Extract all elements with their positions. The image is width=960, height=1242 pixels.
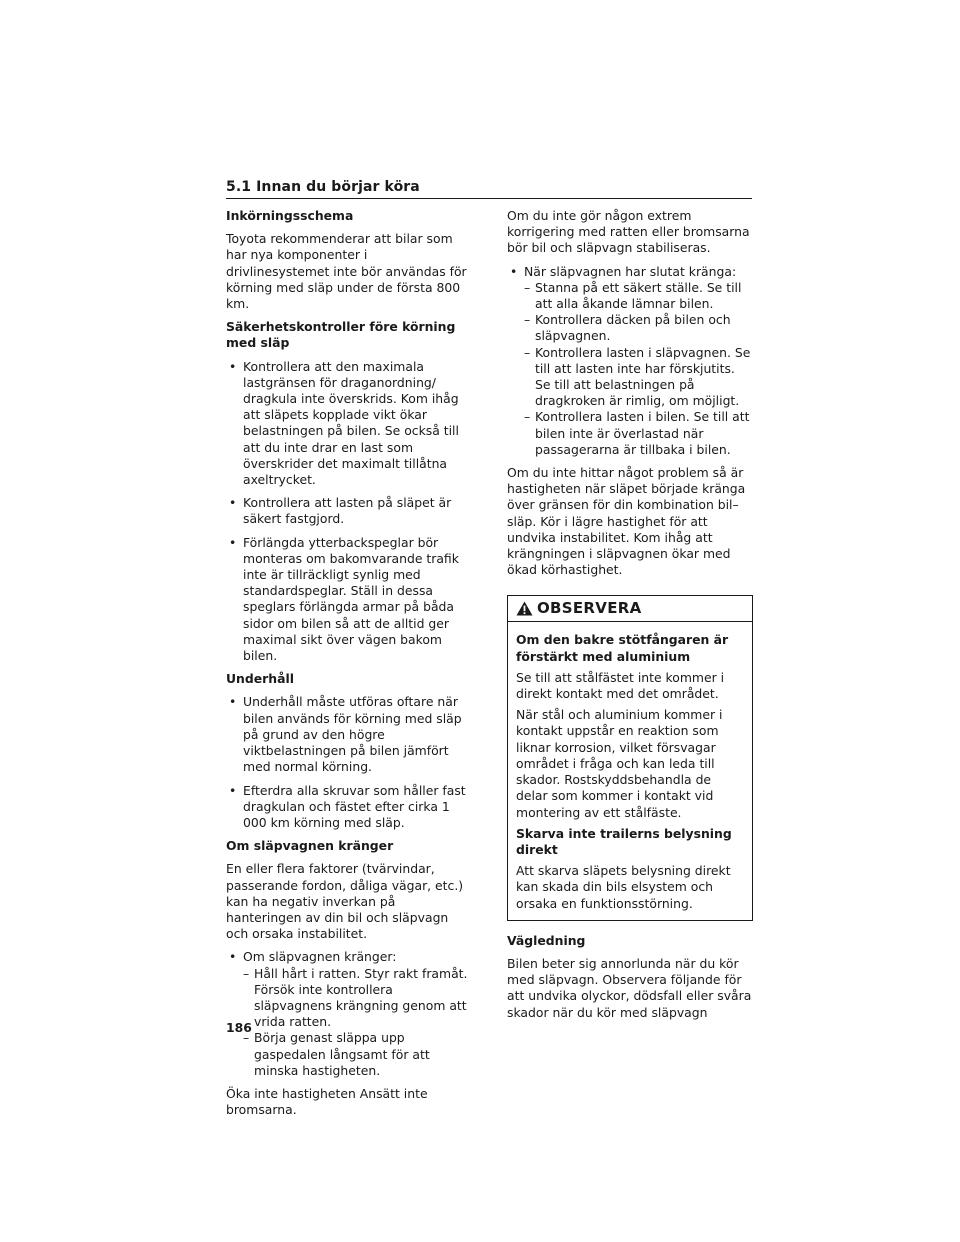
inkorning-heading: Inkörningsschema (226, 208, 354, 223)
kranger-list (226, 949, 470, 1079)
kranger-paragraph: En eller flera faktorer (tvärvindar, passerande fordon, dåliga vägar, etc.) kan ha negativ inverkan på hanteringen av din bil och släpvagn och orsaka instabilitet. (226, 861, 464, 942)
notice-label: OBSERVERA (537, 599, 642, 618)
notice-body (508, 622, 752, 919)
list-item: • Underhåll måste utföras oftare när bilen används för körning med släp på grund av den högre viktbelastningen på bilen jämfört med normal körning. (226, 694, 470, 775)
slutat-bullet-text: När släpvagnen har slutat kränga: (524, 263, 737, 279)
list-item: • Kontrollera att lasten på släpet är säkert fastgjord. (226, 495, 470, 527)
notice-box (507, 595, 753, 920)
notice-paragraph: Se till att stålfästet inte kommer i direkt kontakt med det området. (516, 669, 725, 702)
underhall-list (226, 694, 470, 831)
notice-paragraph: När stål och aluminium kommer i kontakt uppstår en reaktion som liknar korrosion, vilket försvagar området i fråga och kan leda till skador. Rostskyddsbehandla de delar som kommer i kontakt vid montering av ett stålfäste. (516, 707, 723, 820)
list-item: • Förlängda ytterbackspeglar bör monteras om bakomvarande trafik inte är tillräckligt synlig med standardspeglar. Ställ in dessa speglars förlängda armar på båda sidor om bilen så att de alltid ger maximal sikt över vägen bakom bilen. (226, 535, 470, 665)
sakerhet-list (226, 359, 470, 665)
list-item (507, 264, 753, 458)
notice-heading-aluminium: Om den bakre stötfångaren är förstärkt med aluminium (516, 632, 729, 664)
warning-icon (516, 601, 533, 616)
inkorning-paragraph: Toyota rekommenderar att bilar som har nya komponenter i drivlinesystemet inte bör användas för körning med släp under de första 800 km. (226, 231, 467, 312)
kranger-heading: Om släpvagnen kränger (226, 838, 394, 854)
oka-paragraph: Öka inte hastigheten Ansätt inte bromsarna. (226, 1085, 428, 1118)
dash-item: – Stanna på ett säkert ställe. Se till att alla åkande lämnar bilen. (507, 280, 753, 312)
section-header: 5.1 Innan du börjar köra (226, 179, 752, 199)
problem-paragraph: Om du inte hittar något problem så är hastigheten när släpet började kränga över gränsen för din kombination bil–släp. Kör i lägre hastighet för att undvika instabilitet. Kom ihåg att krängningen i släpvagnen ökar med ökad körhastighet. (507, 465, 746, 578)
left-column (226, 208, 470, 1125)
list-item (226, 949, 470, 1079)
dash-item: – Kontrollera lasten i släpvagnen. Se till att lasten inte har förskjutits. Se till att belastningen på dragkroken är rimlig, om möjligt. (507, 345, 753, 410)
sakerhet-heading: Säkerhetskontroller före körning med släp (226, 319, 456, 351)
notice-header (508, 596, 752, 622)
slutat-dash-list (507, 280, 753, 458)
notice-paragraph: Att skarva släpets belysning direkt kan skada din bils elsystem och orsaka en funktionsstörning. (516, 863, 731, 911)
list-item: • Kontrollera att den maximala lastgränsen för draganordning/ dragkula inte överskrids. Kom ihåg att släpets kopplade vikt ökar belastningen på bilen. Se också till att du inte drar en last som överskrider det maximalt tillåtna axeltrycket. (226, 359, 470, 489)
dash-item: – Kontrollera lasten i bilen. Se till att bilen inte är överlastad när passagerarna är tillbaka i bilen. (507, 409, 753, 458)
vagledning-heading: Vägledning (507, 932, 586, 948)
list-item: • Efterdra alla skruvar som håller fast dragkulan och fästet efter cirka 1 000 km körning med släp. (226, 783, 470, 832)
vagledning-paragraph: Bilen beter sig annorlunda när du kör med släpvagn. Observera följande för att undvika olyckor, dödsfall eller svåra skador när du kör med släpvagn (507, 955, 752, 1020)
dash-item: – Börja genast släppa upp gaspedalen långsamt för att minska hastigheten. (226, 1030, 470, 1079)
korrigering-paragraph: Om du inte gör någon extrem korrigering med ratten eller bromsarna bör bil och släpvagn stabiliseras. (507, 208, 750, 256)
right-column (507, 208, 753, 1028)
slutat-list (507, 264, 753, 458)
page-number: 186 (226, 1020, 252, 1035)
dash-item: – Kontrollera däcken på bilen och släpvagnen. (507, 312, 753, 344)
dash-item: – Håll hårt i ratten. Styr rakt framåt. Försök inte kontrollera släpvagnens krängning genom att vrida ratten. (226, 966, 470, 1031)
notice-heading-belysning: Skarva inte trailerns belysning direkt (516, 825, 732, 857)
kranger-bullet-text: Om släpvagnen kränger: (243, 949, 397, 965)
kranger-dash-list (226, 966, 470, 1079)
underhall-heading: Underhåll (226, 671, 294, 687)
